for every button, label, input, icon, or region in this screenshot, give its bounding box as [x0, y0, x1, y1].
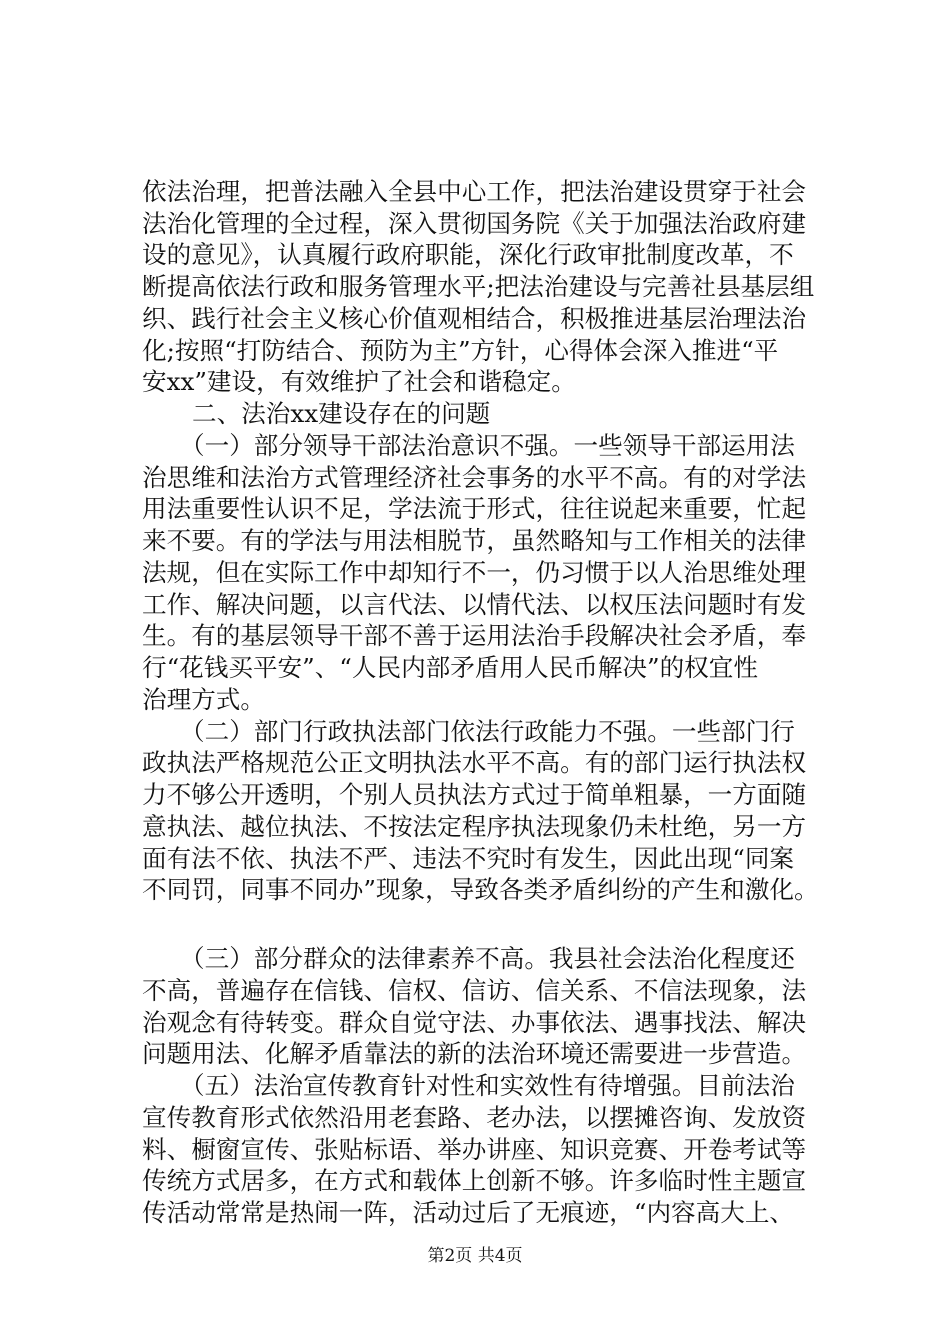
text-line: 不同罚，同事不同办”现象，导致各类矛盾纠纷的产生和激化。 — [142, 875, 819, 905]
text-line: 织、践行社会主义核心价值观相结合，积极推进基层治理法治 — [142, 303, 807, 333]
text-line: 料、橱窗宣传、张贴标语、举办讲座、知识竞赛、开卷考试等 — [142, 1134, 807, 1164]
paragraph-first-line: （三）部分群众的法律素养不高。我县社会法治化程度还 — [180, 944, 795, 974]
page-footer: 第2页 共4页 — [427, 1246, 523, 1266]
text-line: 治理方式。 — [142, 684, 265, 714]
paragraph-first-line: （五）法治宣传教育针对性和实效性有待增强。目前法治 — [180, 1071, 795, 1101]
text-line: 传活动常常是热闹一阵，活动过后了无痕迹，“内容高大上、 — [142, 1198, 795, 1227]
paragraph-first-line: （一）部分领导干部法治意识不强。一些领导干部运用法 — [180, 430, 795, 460]
text-line: 行“花钱买平安”、“人民内部矛盾用人民币解决”的权宜性 — [142, 653, 758, 683]
section-heading: 二、法治xx建设存在的问题 — [192, 399, 491, 429]
text-line: 意执法、越位执法、不按法定程序执法现象仍未杜绝，另一方 — [142, 811, 807, 841]
text-line: 力不够公开透明，个别人员执法方式过于简单粗暴，一方面随 — [142, 780, 807, 810]
text-line: 安xx”建设，有效维护了社会和谐稳定。 — [142, 367, 576, 397]
text-line: 用法重要性认识不足，学法流于形式，往往说起来重要，忙起 — [142, 494, 807, 524]
text-line: 法治化管理的全过程，深入贯彻国务院《关于加强法治政府建 — [142, 208, 807, 238]
text-line: 治思维和法治方式管理经济社会事务的水平不高。有的对学法 — [142, 462, 807, 492]
text-line: 设的意见》，认真履行政府职能，深化行政审批制度改革，不 — [142, 240, 794, 270]
paragraph-first-line: （二）部门行政执法部门依法行政能力不强。一些部门行 — [180, 716, 795, 746]
text-line: 化;按照“打防结合、预防为主”方针，心得体会深入推进“平 — [142, 335, 779, 365]
text-line: 传统方式居多，在方式和载体上创新不够。许多临时性主题宣 — [142, 1166, 807, 1196]
text-line: 工作、解决问题，以言代法、以情代法、以权压法问题时有发 — [142, 589, 807, 619]
text-line: 生。有的基层领导干部不善于运用法治手段解决社会矛盾，奉 — [142, 621, 807, 651]
text-line: 政执法严格规范公正文明执法水平不高。有的部门运行执法权 — [142, 748, 807, 778]
text-line: 面有法不依、执法不严、违法不究时有发生，因此出现“同案 — [142, 843, 795, 873]
text-line: 法规，但在实际工作中却知行不一，仍习惯于以人治思维处理 — [142, 557, 807, 587]
text-line: 不高，普遍存在信钱、信权、信访、信关系、不信法现象，法 — [142, 975, 807, 1005]
text-line: 断提高依法行政和服务管理水平;把法治建设与完善社县基层组 — [142, 272, 815, 302]
text-line: 治观念有待转变。群众自觉守法、办事依法、遇事找法、解决 — [142, 1007, 807, 1037]
text-line: 宣传教育形式依然沿用老套路、老办法，以摆摊咨询、发放资 — [142, 1102, 807, 1132]
text-line: 来不要。有的学法与用法相脱节，虽然略知与工作相关的法律 — [142, 526, 807, 556]
text-line: 依法治理，把普法融入全县中心工作，把法治建设贯穿于社会 — [142, 177, 807, 206]
text-line: 问题用法、化解矛盾靠法的新的法治环境还需要进一步营造。 — [142, 1039, 807, 1069]
